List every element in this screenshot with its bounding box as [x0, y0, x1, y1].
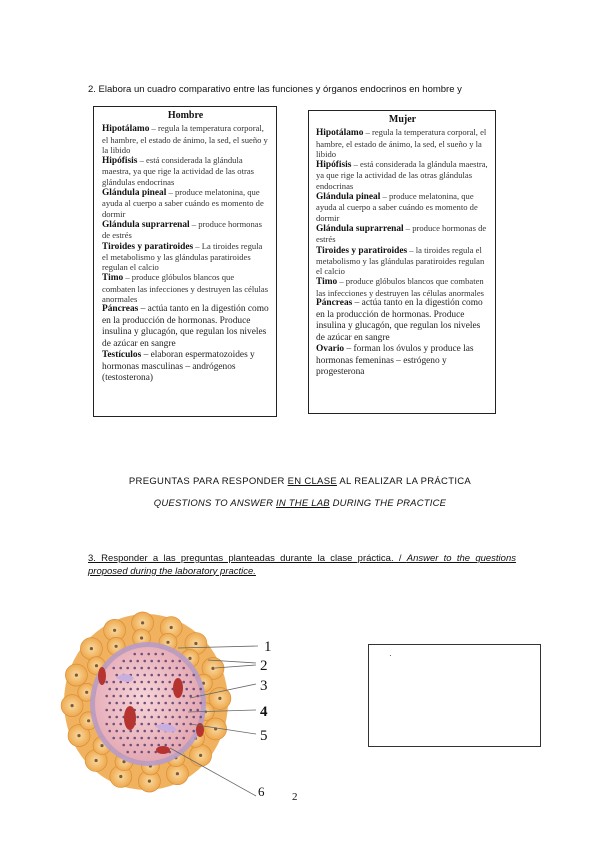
- islet-cell-nucleus: [178, 660, 181, 663]
- mujer-entry-separator: –: [337, 276, 346, 287]
- practice-heading-en: [0, 498, 600, 509]
- mujer-entry-term: Hipotálamo: [316, 128, 364, 139]
- mujer-entry-term: Glándula suprarrenal: [316, 223, 404, 234]
- islet-cell-nucleus: [119, 681, 122, 684]
- acinus-nucleus: [113, 629, 116, 632]
- acinus-nucleus: [188, 657, 191, 660]
- hombre-entry-separator: –: [189, 218, 199, 229]
- hombre-entry-separator: –: [166, 187, 175, 198]
- islet-cell-nucleus: [112, 723, 115, 726]
- islet-cell-nucleus: [147, 653, 150, 656]
- mujer-entry-term: Ovario: [316, 344, 345, 355]
- islet-cell-nucleus: [143, 730, 146, 733]
- mujer-entry-term: Páncreas: [316, 298, 353, 309]
- islet-cell-nucleus: [126, 737, 129, 740]
- acinus-nucleus: [176, 772, 179, 775]
- acinus-nucleus: [87, 719, 90, 722]
- hombre-entry: [102, 123, 269, 155]
- hombre-entry-text: La tiroides regula el metabolismo y las glándulas paratiroides regulan el calcio: [102, 240, 263, 273]
- islet-cell-nucleus: [164, 744, 167, 747]
- heading-es-part: AL REALIZAR LA PRÁCTICA: [336, 476, 472, 487]
- islet-cell-nucleus: [115, 702, 118, 705]
- hombre-entries: [102, 123, 269, 385]
- hombre-entry-text: regula la temperatura corporal, el hambre, el estado de ánimo, la sed, el sueño y la libido: [102, 123, 268, 155]
- hombre-entry-separator: –: [141, 350, 151, 361]
- pancreas-islet-figure: [60, 608, 290, 803]
- islet-cell-nucleus: [129, 702, 132, 705]
- mujer-entry-term: Hipófisis: [316, 160, 352, 171]
- islet-cell-nucleus: [147, 751, 150, 754]
- figure-labels: [258, 639, 272, 799]
- islet-cell-nucleus: [129, 730, 132, 733]
- question-3-en: Answer to the questions proposed during the laboratory practice.: [88, 553, 516, 577]
- page-number: 2: [292, 791, 298, 803]
- mujer-entry: [316, 298, 489, 344]
- hombre-entry-separator: –: [149, 123, 158, 134]
- mujer-entry: [316, 127, 489, 159]
- islet-cell-nucleus: [150, 674, 153, 677]
- islet-cell-nucleus: [140, 667, 143, 670]
- islet-cell-nucleus: [189, 709, 192, 712]
- islet-cell-nucleus: [105, 681, 108, 684]
- acinus-nucleus: [148, 780, 151, 783]
- islet-cell-nucleus: [189, 681, 192, 684]
- acinus-nucleus: [211, 667, 214, 670]
- hombre-entry: [102, 304, 269, 350]
- hombre-entry: [102, 272, 269, 304]
- hombre-entry-term: Glándula pineal: [102, 188, 167, 199]
- islet-cell-nucleus: [168, 695, 171, 698]
- hombre-entry-separator: –: [193, 240, 202, 251]
- mujer-entry-separator: –: [352, 298, 362, 309]
- hombre-entry-term: Hipófisis: [102, 156, 138, 167]
- islet-cell-nucleus: [168, 667, 171, 670]
- question-3-text: [88, 553, 516, 578]
- figure-label-2: 2: [260, 658, 268, 674]
- mujer-entry-term: Tiroides y paratiroides: [316, 245, 408, 256]
- islet-cell-nucleus: [157, 660, 160, 663]
- islet-cell-nucleus: [154, 709, 157, 712]
- islet-cell-nucleus: [115, 674, 118, 677]
- islet-cell-nucleus: [178, 674, 181, 677]
- heading-es-underlined: EN CLASE: [287, 476, 337, 487]
- islet-cell-nucleus: [119, 737, 122, 740]
- islet-cell-nucleus: [164, 660, 167, 663]
- figure-label-1: 1: [264, 639, 272, 655]
- hombre-entry-term: Tiroides y paratiroides: [102, 241, 194, 252]
- islet-cell-nucleus: [126, 667, 129, 670]
- hombre-entry-text: está considerada la glándula maestra, ya que rige la actividad de las otras glándulas endocrinas: [102, 155, 254, 187]
- hombre-entry: [102, 350, 269, 385]
- islet-cell-nucleus: [143, 688, 146, 691]
- islet-cell-nucleus: [182, 709, 185, 712]
- islet-cell-nucleus: [168, 709, 171, 712]
- islet-cell-nucleus: [182, 667, 185, 670]
- islet-cell-nucleus: [108, 702, 111, 705]
- acinus-nucleus: [115, 645, 118, 648]
- islet-cell-nucleus: [182, 737, 185, 740]
- islet-cell-nucleus: [157, 674, 160, 677]
- islet-cell-nucleus: [140, 709, 143, 712]
- islet-cell-nucleus: [136, 716, 139, 719]
- islet-cell-nucleus: [147, 709, 150, 712]
- mujer-entry-text: está considerada la glándula maestra, ya que rige la actividad de las otras glándulas endocrinas: [316, 159, 488, 191]
- islet-cell-nucleus: [136, 744, 139, 747]
- islet-cell-nucleus: [171, 744, 174, 747]
- islet-cell-nucleus: [154, 737, 157, 740]
- mujer-entry-text: actúa tanto en la digestión como en la producción de hormonas. Produce insulina y glucagón, que regulan los niveles de azúcar en sangre: [316, 298, 483, 343]
- islet-cell-nucleus: [119, 667, 122, 670]
- islet-cell-nucleus: [161, 709, 164, 712]
- islet-cell-nucleus: [133, 653, 136, 656]
- islet-cell-nucleus: [147, 695, 150, 698]
- mujer-entry-separator: –: [403, 222, 413, 233]
- blood-vessel: [156, 746, 170, 754]
- practice-heading-es: [0, 476, 600, 487]
- islet-cell-nucleus: [140, 737, 143, 740]
- islet-cell-nucleus: [171, 660, 174, 663]
- islet-cell-nucleus: [140, 681, 143, 684]
- figure-label-4: 4: [260, 704, 268, 720]
- islet-cell-nucleus: [178, 730, 181, 733]
- islet-cell-nucleus: [157, 744, 160, 747]
- figure-label-5: 5: [260, 728, 268, 744]
- islet-cell-nucleus: [143, 660, 146, 663]
- islet-cell-nucleus: [192, 702, 195, 705]
- islet-cell-nucleus: [150, 660, 153, 663]
- acinus-nucleus: [199, 754, 202, 757]
- islet-cell-nucleus: [115, 730, 118, 733]
- islet-cell-nucleus: [157, 688, 160, 691]
- mujer-entry: [316, 245, 489, 277]
- hombre-entry-text: produce hormonas de estrés: [102, 218, 262, 241]
- hombre-entry: [102, 155, 269, 187]
- islet-cell-nucleus: [192, 674, 195, 677]
- islet-cell-nucleus: [164, 716, 167, 719]
- mujer-entry-text: regula la temperatura corporal, el hambre, el estado de ánimo, la sed, el sueño y la libido: [316, 127, 487, 159]
- hombre-title: Hombre: [167, 110, 204, 121]
- heading-es-part: PREGUNTAS PARA RESPONDER: [128, 476, 288, 487]
- islet-cell-nucleus: [122, 730, 125, 733]
- islet-cell-nucleus: [192, 688, 195, 691]
- mujer-entry-text: produce melatonina, que ayuda al cuerpo a saber cuándo es momento de dormir: [316, 191, 478, 223]
- hombre-entry-term: Testículos: [102, 350, 142, 361]
- mujer-entry-text: forman los óvulos y produce las hormonas femeninas – estrógeno y progesterona: [316, 344, 474, 378]
- islet-cell-nucleus: [171, 674, 174, 677]
- islet-cell-nucleus: [143, 702, 146, 705]
- islet-cell-nucleus: [147, 681, 150, 684]
- hombre-entry: [102, 187, 269, 219]
- islet-cell-nucleus: [175, 667, 178, 670]
- islet-cell-nucleus: [154, 695, 157, 698]
- islet-cell-nucleus: [105, 709, 108, 712]
- islet-cell-nucleus: [108, 730, 111, 733]
- blood-vessel: [173, 678, 183, 698]
- acinus-nucleus: [166, 641, 169, 644]
- islet-cell-nucleus: [119, 695, 122, 698]
- mujer-entry-separator: –: [351, 159, 361, 170]
- islet-cell-nucleus: [136, 730, 139, 733]
- hombre-entry-separator: –: [123, 272, 132, 283]
- hombre-entry-term: Glándula suprarrenal: [102, 219, 190, 230]
- acinus-nucleus: [140, 636, 143, 639]
- islet-cell-nucleus: [133, 751, 136, 754]
- acinus-nucleus: [141, 621, 144, 624]
- heading-en-underlined: IN THE LAB: [276, 498, 330, 509]
- islet-cell-nucleus: [182, 695, 185, 698]
- islet-cell-nucleus: [122, 660, 125, 663]
- mujer-entry-separator: –: [363, 127, 372, 138]
- islet-cell-nucleus: [164, 702, 167, 705]
- islet-cell-nucleus: [182, 681, 185, 684]
- islet-cell-nucleus: [122, 688, 125, 691]
- islet-cell-nucleus: [112, 737, 115, 740]
- mujer-entry-separator: –: [344, 344, 354, 355]
- islet-cell-nucleus: [122, 744, 125, 747]
- islet-cell-nucleus: [199, 716, 202, 719]
- hombre-entry-separator: –: [137, 155, 147, 166]
- hombre-entry-text: produce melatonina, que ayuda al cuerpo a saber cuándo es momento de dormir: [102, 187, 264, 219]
- islet-cell-nucleus: [140, 653, 143, 656]
- hombre-entry: [102, 219, 269, 241]
- islet-cell-nucleus: [136, 688, 139, 691]
- islet-cell-nucleus: [157, 716, 160, 719]
- islet-cell-nucleus: [143, 744, 146, 747]
- islet-cell-nucleus: [168, 681, 171, 684]
- islet-cell-nucleus: [105, 723, 108, 726]
- acinus-nucleus: [77, 734, 80, 737]
- islet-cell-nucleus: [122, 702, 125, 705]
- islet-cell-nucleus: [192, 716, 195, 719]
- mujer-entry-term: Glándula pineal: [316, 192, 381, 203]
- islet-cell-nucleus: [150, 744, 153, 747]
- islet-cell-nucleus: [161, 667, 164, 670]
- islet-cell-nucleus: [129, 688, 132, 691]
- islet-cell-nucleus: [175, 737, 178, 740]
- islet-cell-nucleus: [196, 709, 199, 712]
- islet-cell-nucleus: [161, 695, 164, 698]
- islet-cell-nucleus: [189, 695, 192, 698]
- islet-cell-nucleus: [154, 723, 157, 726]
- islet-cell-nucleus: [133, 667, 136, 670]
- islet-cell-nucleus: [133, 681, 136, 684]
- islet-cell-nucleus: [178, 744, 181, 747]
- acinus-nucleus: [85, 691, 88, 694]
- mujer-entry-text: la tiroides regula el metabolismo y las glándulas paratiroides regulan el calcio: [316, 244, 485, 277]
- mujer-entry-term: Timo: [316, 277, 338, 288]
- hombre-entry-text: elaboran espermatozoides y hormonas masculinas – andrógenos (testosterona): [102, 350, 255, 384]
- islet-cell-nucleus: [154, 681, 157, 684]
- acinus-nucleus: [194, 642, 197, 645]
- mujer-entry-text: produce hormonas de estrés: [316, 222, 487, 245]
- question-3-es: 3. Responder a las preguntas planteadas durante la clase práctica. /: [88, 553, 407, 564]
- islet-cell-nucleus: [143, 674, 146, 677]
- islet-cell-nucleus: [178, 702, 181, 705]
- acinus-nucleus: [90, 647, 93, 650]
- acinus-nucleus: [95, 664, 98, 667]
- islet-cell-nucleus: [185, 674, 188, 677]
- islet-cell-nucleus: [150, 688, 153, 691]
- islet-cell-nucleus: [140, 723, 143, 726]
- islet-cell-nucleus: [192, 730, 195, 733]
- islet-cell-nucleus: [112, 709, 115, 712]
- hombre-entry-separator: –: [138, 304, 148, 315]
- islet-cell-nucleus: [147, 723, 150, 726]
- mujer-title: Mujer: [388, 114, 417, 125]
- mujer-entries: [316, 127, 489, 378]
- islet-cell-nucleus: [133, 695, 136, 698]
- islet-cell-nucleus: [168, 737, 171, 740]
- islet-cell-nucleus: [185, 688, 188, 691]
- islet-cell-nucleus: [199, 702, 202, 705]
- islet-cell-nucleus: [112, 681, 115, 684]
- acinus-nucleus: [218, 697, 221, 700]
- figure-label-6: 6: [258, 784, 265, 799]
- acinus-nucleus: [119, 775, 122, 778]
- islet-cell-nucleus: [112, 667, 115, 670]
- islet-cell-nucleus: [178, 716, 181, 719]
- islet-cell-nucleus: [171, 716, 174, 719]
- acinus-nucleus: [71, 704, 74, 707]
- islet-cell-nucleus: [119, 723, 122, 726]
- islet-cell-nucleus: [126, 751, 129, 754]
- hombre-entry-term: Páncreas: [102, 304, 139, 315]
- islet-cell-nucleus: [108, 688, 111, 691]
- islet-cell-nucleus: [154, 667, 157, 670]
- mujer-entry-separator: –: [407, 244, 416, 255]
- islet-cell-nucleus: [136, 674, 139, 677]
- islet-cell-nucleus: [157, 730, 160, 733]
- islet-cell-nucleus: [150, 702, 153, 705]
- question-2-text: 2. Elabora un cuadro comparativo entre las funciones y órganos endocrinos en hombre y: [88, 84, 462, 95]
- islet-cell-nucleus: [161, 681, 164, 684]
- mujer-entry: [316, 223, 489, 245]
- hombre-entry-term: Timo: [102, 273, 124, 284]
- islet-cell-nucleus: [136, 660, 139, 663]
- islet-cell-nucleus: [129, 744, 132, 747]
- heading-en-part: QUESTIONS TO ANSWER: [153, 498, 277, 509]
- islet-cell-nucleus: [105, 695, 108, 698]
- islet-cell-nucleus: [147, 737, 150, 740]
- heading-en-part: DURING THE PRACTICE: [329, 498, 447, 509]
- islet-cell-nucleus: [143, 716, 146, 719]
- islet-cell-nucleus: [161, 737, 164, 740]
- hombre-entry-text: actúa tanto en la digestión como en la producción de hormonas. Produce insulina y glucagón, que regulan los niveles de azúcar en sangre: [102, 304, 269, 349]
- islet-cell-nucleus: [150, 730, 153, 733]
- hombre-box: [93, 106, 277, 417]
- answer-box[interactable]: [368, 644, 541, 747]
- blood-vessel: [124, 706, 136, 730]
- islet-cell-nucleus: [175, 723, 178, 726]
- answer-box-mark: ·: [389, 651, 392, 660]
- figure-label-3: 3: [260, 678, 268, 694]
- blood-vessel: [98, 667, 106, 685]
- acinus-nucleus: [170, 626, 173, 629]
- islet-cell-nucleus: [150, 716, 153, 719]
- islet-cell-nucleus: [185, 730, 188, 733]
- islet-cell-nucleus: [185, 716, 188, 719]
- islet-cell-nucleus: [164, 688, 167, 691]
- islet-cell-nucleus: [115, 688, 118, 691]
- islet-cell-nucleus: [129, 660, 132, 663]
- islet-cell-nucleus: [140, 695, 143, 698]
- mujer-entry: [316, 276, 489, 298]
- mujer-entry-separator: –: [380, 191, 389, 202]
- mujer-box: [308, 110, 496, 414]
- islet-cell-nucleus: [199, 688, 202, 691]
- islet-of-langerhans: [95, 647, 201, 761]
- hombre-entry: [102, 241, 269, 273]
- islet-cell-nucleus: [154, 653, 157, 656]
- islet-cell-nucleus: [140, 751, 143, 754]
- acinus-nucleus: [100, 744, 103, 747]
- mujer-entry: [316, 191, 489, 223]
- islet-cell-nucleus: [147, 667, 150, 670]
- acinus-nucleus: [95, 759, 98, 762]
- islet-cell-nucleus: [161, 653, 164, 656]
- islet-cell-nucleus: [157, 702, 160, 705]
- islet-cell-nucleus: [136, 702, 139, 705]
- islet-cell-nucleus: [108, 716, 111, 719]
- islet-cell-nucleus: [164, 674, 167, 677]
- hombre-entry-text: produce glóbulos blancos que combaten las infecciones y destruyen las células anormales: [102, 272, 269, 305]
- islet-cell-nucleus: [126, 695, 129, 698]
- hombre-entry-term: Hipotálamo: [102, 124, 150, 135]
- islet-cell-nucleus: [115, 716, 118, 719]
- islet-cell-nucleus: [119, 709, 122, 712]
- islet-cell-nucleus: [182, 723, 185, 726]
- mujer-entry: [316, 159, 489, 191]
- acinus-nucleus: [75, 674, 78, 677]
- islet-cell-nucleus: [175, 709, 178, 712]
- mujer-entry-text: produce glóbulos blancos que combaten las infecciones y destruyen las células anormales: [316, 276, 484, 298]
- islet-cell-nucleus: [112, 695, 115, 698]
- islet-cell-nucleus: [185, 702, 188, 705]
- islet-cell-nucleus: [133, 737, 136, 740]
- islet-cell-nucleus: [171, 702, 174, 705]
- mujer-entry: [316, 344, 489, 379]
